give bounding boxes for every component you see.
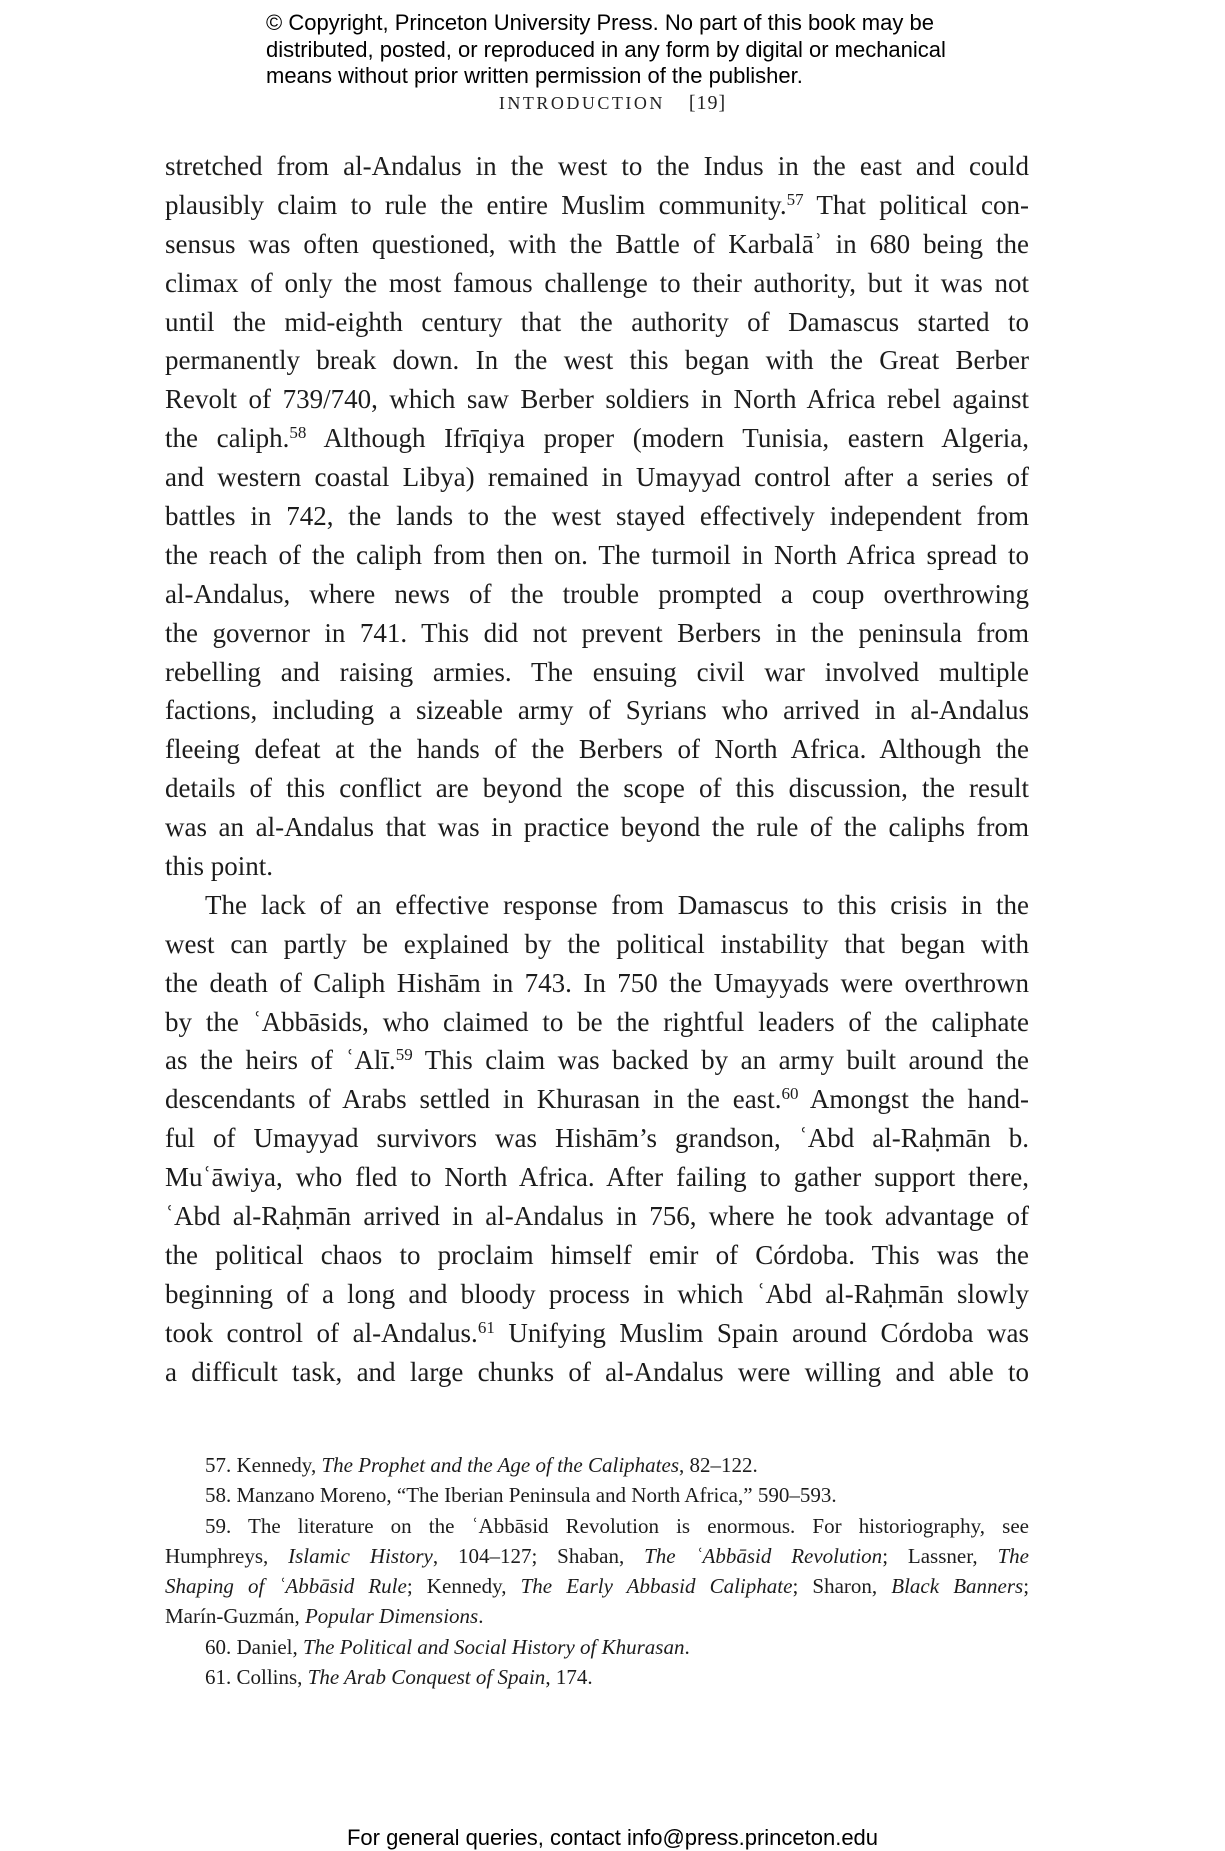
text-span: Although Ifrīqiya proper (modern Tunisia, eastern Algeria, xyxy=(306,423,1029,454)
text-span: Muʿāwiya, who fled to North Africa. After failing to gather support there, xyxy=(165,1162,1029,1193)
text-span: the reach of the caliph from then on. The turmoil in North Africa spread to xyxy=(165,539,1029,570)
text-line xyxy=(165,769,1029,808)
running-head-section: INTRODUCTION xyxy=(498,93,665,113)
text-span: Amongst the hand- xyxy=(798,1084,1030,1115)
text-line xyxy=(165,808,1029,847)
text-line xyxy=(165,1314,1029,1353)
text-span: This claim was backed by an army built around the xyxy=(412,1045,1029,1076)
text-line xyxy=(165,730,1029,769)
text-line xyxy=(165,497,1029,536)
footnote-59-cont xyxy=(165,1541,1029,1571)
text-line xyxy=(165,1236,1029,1275)
text-span: took control of al-Andalus. xyxy=(165,1317,478,1348)
fn-text: 58. Manzano Moreno, “The Iberian Peninsula and North Africa,” 590–593. xyxy=(205,1483,837,1508)
fn-text: Humphreys, xyxy=(165,1543,289,1568)
text-span: That political con- xyxy=(803,189,1029,220)
fn-title: Shaping of ʿAbbāsid Rule xyxy=(165,1574,407,1599)
text-line xyxy=(165,964,1029,1003)
text-line xyxy=(165,1158,1029,1197)
footnote-57 xyxy=(165,1450,1029,1480)
fn-text: , 82–122. xyxy=(679,1453,758,1477)
fn-text: Marín-Guzmán, xyxy=(165,1604,305,1629)
note-ref-61[interactable]: 61 xyxy=(477,1317,495,1337)
text-line xyxy=(165,691,1029,730)
note-ref-58[interactable]: 58 xyxy=(289,423,307,443)
fn-title: The Arab Conquest of Spain xyxy=(307,1665,546,1690)
text-line xyxy=(165,925,1029,964)
text-line xyxy=(165,225,1029,264)
text-line xyxy=(165,1080,1029,1119)
fn-text: 60. Daniel, xyxy=(205,1634,303,1659)
text-line xyxy=(165,886,1029,925)
text-line xyxy=(165,847,1029,886)
text-line xyxy=(165,1041,1029,1080)
fn-text: 59. The literature on the ʿAbbāsid Revolution is enormous. For historiography, see xyxy=(205,1513,1029,1538)
fn-text: . xyxy=(478,1604,484,1629)
text-span: the caliph. xyxy=(165,423,290,454)
fn-text: ; Kennedy, xyxy=(406,1574,521,1599)
body-text xyxy=(165,147,1029,1392)
page-number: [19] xyxy=(688,92,727,114)
text-span: and western coastal Libya) remained in Umayyad control after a series of xyxy=(165,462,1029,493)
text-line xyxy=(165,458,1029,497)
text-span: the governor in 741. This did not prevent Berbers in the peninsula from xyxy=(165,617,1029,648)
text-span: until the mid-eighth century that the authority of Damascus started to xyxy=(165,306,1029,337)
copyright-notice xyxy=(266,10,1026,90)
text-span: The lack of an effective response from Damascus to this crisis in the xyxy=(205,889,1029,920)
footnote-60 xyxy=(165,1632,1029,1662)
text-span: a difficult task, and large chunks of al-Andalus were willing and able to xyxy=(165,1356,1029,1387)
text-span: stretched from al-Andalus in the west to the Indus in the east and could xyxy=(165,151,1029,181)
footnote-61 xyxy=(165,1662,1029,1692)
text-span: fleeing defeat at the hands of the Berbers of North Africa. Although the xyxy=(165,734,1029,765)
text-span: the political chaos to proclaim himself emir of Córdoba. This was the xyxy=(165,1239,1029,1270)
copyright-line: means without prior written permission of the publisher. xyxy=(266,63,803,88)
fn-text: , 104–127; Shaban, xyxy=(432,1543,645,1568)
copyright-line: © Copyright, Princeton University Press. No part of this book may be xyxy=(266,10,934,35)
text-span: details of this conflict are beyond the scope of this discussion, the result xyxy=(165,773,1029,804)
text-span: beginning of a long and bloody process in which ʿAbd al-Raḥmān slowly xyxy=(165,1278,1029,1309)
text-span: west can partly be explained by the political instability that began with xyxy=(165,928,1029,959)
copyright-line: distributed, posted, or reproduced in any form by digital or mechanical xyxy=(266,36,946,62)
text-line xyxy=(165,186,1029,225)
text-line xyxy=(165,1275,1029,1314)
fn-text: . xyxy=(684,1634,690,1659)
text-line xyxy=(165,303,1029,342)
fn-text: ; xyxy=(1023,1574,1030,1599)
fn-title: The ʿAbbāsid Revolution xyxy=(644,1543,883,1568)
running-head xyxy=(0,92,1225,115)
text-line xyxy=(165,264,1029,303)
text-line xyxy=(165,1353,1029,1392)
footnotes xyxy=(165,1450,1029,1692)
text-span: ʿAbd al-Raḥmān arrived in al-Andalus in 756, where he took advantage of xyxy=(165,1201,1029,1232)
text-line xyxy=(165,419,1029,458)
text-span: Unifying Muslim Spain around Córdoba was xyxy=(494,1317,1029,1348)
text-span: rebelling and raising armies. The ensuing civil war involved multiple xyxy=(165,656,1029,687)
text-span: the death of Caliph Hishām in 743. In 750 the Umayyads were overthrown xyxy=(165,967,1029,998)
text-span: climax of only the most famous challenge to their authority, but it was not xyxy=(165,267,1029,298)
text-line xyxy=(165,536,1029,575)
text-span: sensus was often questioned, with the Battle of Karbalāʾ in 680 being the xyxy=(165,228,1029,259)
fn-title: Black Banners xyxy=(891,1574,1024,1599)
text-span: factions, including a sizeable army of Syrians who arrived in al-Andalus xyxy=(165,695,1029,726)
text-line xyxy=(165,1119,1029,1158)
fn-title: The Prophet and the Age of the Caliphates xyxy=(321,1453,679,1477)
text-span: Revolt of 739/740, which saw Berber soldiers in North Africa rebel against xyxy=(165,384,1029,415)
footnote-58 xyxy=(165,1480,1029,1510)
note-ref-57[interactable]: 57 xyxy=(786,189,804,209)
text-line xyxy=(165,1197,1029,1236)
fn-text: 61. Collins, xyxy=(205,1665,308,1690)
text-span: al-Andalus, where news of the trouble prompted a coup overthrowing xyxy=(165,578,1029,609)
text-span: this point. xyxy=(165,851,274,882)
fn-title: Islamic History xyxy=(288,1543,433,1568)
note-ref-59[interactable]: 59 xyxy=(395,1045,413,1065)
text-line xyxy=(165,614,1029,653)
footnote-59-cont xyxy=(165,1571,1029,1601)
text-line xyxy=(165,380,1029,419)
fn-title: The xyxy=(997,1543,1029,1568)
fn-text: 57. Kennedy, xyxy=(205,1453,322,1477)
fn-title: The Early Abbasid Caliphate xyxy=(520,1574,793,1599)
text-span: permanently break down. In the west this began with the Great Berber xyxy=(165,345,1029,376)
fn-text: ; Sharon, xyxy=(792,1574,892,1599)
text-line xyxy=(165,341,1029,380)
note-ref-60[interactable]: 60 xyxy=(781,1084,799,1104)
text-line xyxy=(165,1003,1029,1042)
text-span: as the heirs of ʿAlī. xyxy=(165,1045,396,1076)
text-line xyxy=(165,575,1029,614)
fn-title: The Political and Social History of Khurasan xyxy=(302,1634,685,1659)
footnote-59-cont xyxy=(165,1601,1029,1631)
text-span: was an al-Andalus that was in practice beyond the rule of the caliphs from xyxy=(165,812,1029,843)
text-span: plausibly claim to rule the entire Muslim community. xyxy=(165,189,787,220)
footnote-59 xyxy=(165,1511,1029,1541)
text-span: battles in 742, the lands to the west stayed effectively independent from xyxy=(165,501,1029,532)
fn-text: , 174. xyxy=(545,1665,593,1690)
text-span: ful of Umayyad survivors was Hishām’s grandson, ʿAbd al-Raḥmān b. xyxy=(165,1123,1029,1154)
text-span: descendants of Arabs settled in Khurasan in the east. xyxy=(165,1084,782,1115)
fn-text: ; Lassner, xyxy=(882,1543,998,1568)
text-line xyxy=(165,147,1029,186)
footer-contact: For general queries, contact info@press.princeton.edu xyxy=(346,1825,879,1850)
text-span: by the ʿAbbāsids, who claimed to be the rightful leaders of the caliphate xyxy=(165,1006,1029,1037)
fn-title: Popular Dimensions xyxy=(304,1604,479,1629)
text-line xyxy=(165,653,1029,692)
